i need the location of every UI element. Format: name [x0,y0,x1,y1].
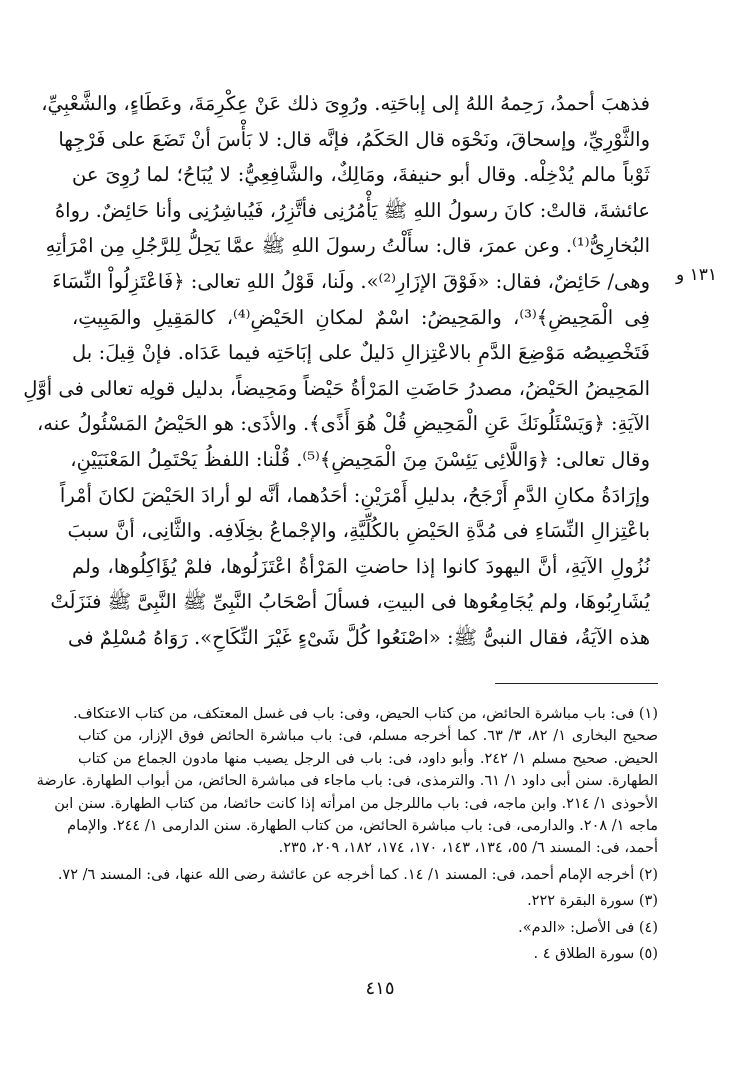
footnote-4 [78,917,658,939]
footnote-line: ماجه ١/ ٢٠٨. والدارمى، فى: باب مباشرة الحائض، من كتاب الطهارة. سنن الدارمى ١/ ٢٤٤. والإمام [67,817,658,834]
footnote-line: صحيح البخارى ١/ ٨٢، ٣/ ٦٣. كما أخرجه مسلم، فى: باب مباشرة الحائض فوق الإزار، من كتاب [78,728,659,745]
footnote-5 [78,943,658,965]
page-number: ٤١٥ [365,978,395,999]
footnote-line: (٣) سورة البقرة ٢٢٢. [527,893,658,910]
footnote-line: الطهارة. سنن أبى داود ١/ ٦١. والترمذى، فى: باب ماجاء فى مباشرة الحائض، من أبواب الطهارة. عارضة [36,773,658,790]
footnotes-section [36,703,659,965]
footnote-3 [78,890,658,912]
footnote-2 [57,864,658,886]
text-line: عائشةَ، قالتْ: كانَ رسولُ اللهِ ﷺ يَأْمُرُنِى فأتَّزِرُ، فَيُباشِرُنِى وأنا حَائِضٌ. رواهُ [54,198,650,222]
text-line: الآيَةِ: ﴿وَيَسْئَلُونَكَ عَنِ الْمَحِيضِ قُلْ هُوَ أَذًى﴾. والأذَى: هو الحَيْضُ المَسْئُولُ عنه، [37,412,650,436]
main-text-body [23,86,650,656]
text-line: والثَّوْرِيِّ، وإسحاقَ، ونَحْوَه قال الحَكَمُ، فإنَّه قال: لا بَأْسَ أنْ تَضَعَ على فَرْجِها [58,127,650,151]
text-line: نُزُولِ الآيَةِ، أنَّ اليهودَ كانوا إذا حاضتِ المَرْأةُ اعْتَزَلُوها، فلمْ يُؤَاكِلُوها، ولم [72,554,650,578]
text-line: المَحِيضُ الحَيْضُ، مصدرُ حَاضَتِ المَرْأةُ حَيْضاً ومَحِيضاً، بدليل قولِه تعالى فى أوَّلِ [23,376,650,400]
text-line: وهى/ حَائِضٌ، فقال: «فَوْقَ الإزَارِ⁽²⁾». ولَنا، قَوْلُ اللهِ تعالى: ﴿فَاعْتَزِلُواْ النِّسَاءَ [52,269,650,293]
footnote-line: (٢) أخرجه الإمام أحمد، فى: المسند ١/ ١٤. كما أخرجه عن عائشة رضى الله عنها، فى: المسند ٦/ ٧٢. [57,866,658,883]
text-line: وقال تعالى: ﴿وَاللَّائِى يَئِسْنَ مِنَ الْمَحِيضِ﴾⁽⁵⁾. قُلْنا: اللفظُ يَحْتَمِلُ المَعْنَيَيْنِ، [70,447,650,471]
footnote-line: الحيض. صحيح مسلم ١/ ٢٤٢. وأبو داود، فى: باب فى الرجل يصيب منها مادون الجماع من كتاب [78,750,658,767]
text-line: البُخارِىُّ⁽¹⁾. وعن عمرَ، قال: سأَلْتُ رسولَ اللهِ ﷺ عمَّا يَحِلُّ لِلرَّجُلِ مِن امْرَأتِهِ [45,234,650,258]
text-line: يُشَارِبُوهَا، ولم يُجَامِعُوها فى البيتِ، فسألَ أصْحَابُ النَّبِىِّ ﷺ النَّبِىَّ ﷺ فنَزَلَتْ [50,590,650,614]
text-line: فَتَخْصِيصُه مَوْضِعَ الدَّمِ بالاعْتِزالِ دَليلٌ على إبَاحَتِه فيما عَدَاه. فإنْ قِيلَ: بل [72,341,650,365]
footnote-line: (٥) سورة الطلاق ٤ . [533,945,658,962]
text-line: فِى الْمَحِيضِ﴾⁽³⁾، والمَحِيضُ: اسْمٌ لمكانِ الحَيْضِ⁽⁴⁾، كالمَقِيلِ والمَبِيتِ، [72,305,650,329]
text-line: فذهبَ أحمدُ، رَحِمهُ اللهُ إلى إباحَتِه. ورُوِىَ ذلك عَنْ عِكْرِمَةَ، وعَطَاءٍ، والشَّعْبِيِّ، [41,92,650,115]
footnote-line: (١) فى: باب مباشرة الحائض، من كتاب الحيض، وفى: باب فى غسل المعتكف، من كتاب الاعتكاف. [72,706,658,722]
text-line: باعْتِزالِ النِّسَاءِ فى مُدَّةِ الحَيْضِ بالكُلِّيَّةِ، والإجْماعُ بخِلَافِه. والثَّانِى، أنَّ سببَ [67,519,650,543]
text-line: ثَوْباً مالم يُدْخِلْه. وقال أبو حنيفةَ، ومَالِكٌ، والشَّافِعِيُّ: لا يُبَاحُ؛ لما رُوِىَ عن [72,163,650,187]
footnote-line: الأحوذى ١/ ٢١٤. وابن ماجه، فى: باب ماللرجل من امرأته إذا كانت حائضا، من كتاب الطهارة. سنن ابن [54,795,658,812]
footnote-1 [36,703,659,860]
text-line: وإرَادَةُ مكانِ الدَّمِ أَرْجَحُ، بدليلِ أَمْرَيْنِ: أحَدُهما، أنَّه لو أرادَ الحَيْضَ لكانَ أمْراً [59,483,650,507]
footnote-line: (٤) فى الأصل: «الدم». [518,919,658,936]
footnote-divider [495,683,658,684]
manuscript-folio-marker: ١٣١ و [676,265,718,285]
footnote-line: أحمد، فى: المسند ٦/ ٥٥، ١٣٤، ١٤٣، ١٧٠، ١٧٤، ١٨٢، ٢٠٩، ٢٣٥. [278,840,658,857]
text-line: هذه الآيَةُ، فقال النبىُّ ﷺ: «اصْنَعُوا كُلَّ شَىْءٍ غَيْرَ النِّكَاحِ». رَوَاهُ مُسْلِمٌ فى [68,625,650,649]
